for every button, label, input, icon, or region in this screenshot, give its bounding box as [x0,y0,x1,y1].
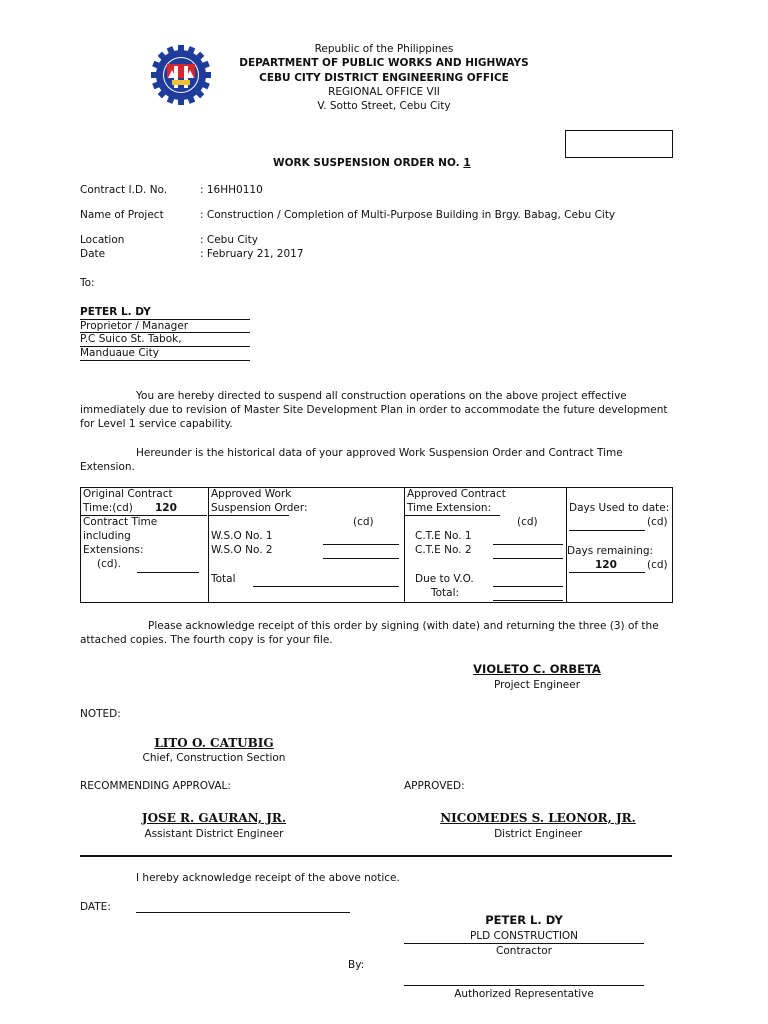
col3-cd: (cd) [517,516,538,528]
date-value: : February 21, 2017 [200,248,304,260]
recommending-approval-label: RECOMMENDING APPROVAL: [80,780,231,792]
wso-2-blank [323,558,399,559]
col3-line2: Time Extension: [407,502,492,514]
cte-total-blank [493,600,563,601]
col3-divider [405,515,500,516]
recipient-title: Proprietor / Manager [80,320,189,332]
body-paragraph-3: Please acknowledge receipt of this order by signing (with date) and returning the three (3) of the attached copies. The fourth copy is for your file. [80,620,659,646]
recipient-name: PETER L. DY [80,306,151,318]
original-contract-time-value: 120 [155,502,177,514]
cte-1-blank [493,544,563,545]
cte-2-blank [493,558,563,559]
office-line: CEBU CITY DISTRICT ENGINEERING OFFICE [259,72,509,84]
location-value: : Cebu City [200,234,258,246]
region-line: REGIONAL OFFICE VII [328,86,440,98]
body-paragraph-1: You are hereby directed to suspend all construction operations on the above project effective immediately due to revision of Master Site Development Plan in order to accommodate the future development for Level 1 service capability. [80,390,668,430]
chief-name: LITO O. CATUBIG [154,736,274,750]
chief-title: Chief, Construction Section [142,752,286,764]
days-used-cd: (cd) [647,516,668,528]
col2-divider [209,515,289,516]
asst-district-engineer-title: Assistant District Engineer [144,828,284,840]
contract-id-label: Contract I.D. No. [80,184,168,196]
history-table [80,487,673,603]
approved-label: APPROVED: [404,780,465,792]
ack-date-label: DATE: [80,901,111,913]
col2-cd: (cd) [353,516,374,528]
days-used-blank [569,530,645,531]
noted-label: NOTED: [80,708,121,720]
to-label: To: [80,277,95,289]
col1-line6: (cd). [97,558,121,570]
col1-line4: including [83,530,131,542]
cte-vo-blank [493,586,563,587]
project-engineer-title: Project Engineer [493,679,581,691]
project-value: : Construction / Completion of Multi-Purpose Building in Brgy. Babag, Cebu City [200,209,616,221]
col1-line3: Contract Time [83,516,158,528]
date-label: Date [80,248,106,260]
asst-district-engineer-name: JOSE R. GAURAN, JR. [141,811,287,825]
wso-1-blank [323,544,399,545]
authorized-signature-line [404,985,644,986]
republic-line: Republic of the Philippines [314,43,454,55]
order-title-prefix: WORK SUSPENSION ORDER NO. [273,157,464,169]
cte-2-label: C.T.E No. 2 [415,544,472,556]
project-label: Name of Project [80,209,164,221]
wso-total-label: Total [211,573,236,585]
order-number: 1 [463,157,471,169]
wso-1-label: W.S.O No. 1 [211,530,273,542]
col2-line2: Suspension Order: [211,502,308,514]
days-remaining-cd: (cd) [647,559,668,571]
col3-line1: Approved Contract [407,488,506,500]
col1-line1: Original Contract [83,488,173,500]
contractor-role: Contractor [496,945,552,957]
days-remaining-label: Days remaining: [567,545,654,557]
reference-box [565,130,673,158]
district-engineer-name: NICOMEDES S. LEONOR, JR. [440,811,636,825]
cte-total-label: Total: [431,587,460,599]
days-remaining-value: 120 [595,559,617,571]
by-label: By: [348,959,365,971]
order-title [273,157,471,169]
col2-line1: Approved Work [211,488,292,500]
cte-vo-label: Due to V.O. [415,573,474,585]
contractor-name: PETER L. DY [485,913,563,927]
wso-total-blank [253,586,399,587]
authorized-representative-label: Authorized Representative [454,988,594,1000]
cte-1-label: C.T.E No. 1 [415,530,472,542]
acknowledgement-text: I hereby acknowledge receipt of the above notice. [136,872,400,884]
body-paragraph-2: Hereunder is the historical data of your approved Work Suspension Order and Contract Time Extension. [80,447,623,473]
col1-extension-blank [137,572,199,573]
ack-date-blank [136,912,350,913]
contractor-company: PLD CONSTRUCTION [469,930,579,942]
company-underline [404,943,644,944]
col1-line2: Time:(cd) [83,502,133,514]
recipient-address1: P.C Suico St. Tabok, [80,333,182,345]
recipient-address2: Manduaue City [80,347,159,359]
project-engineer-name: VIOLETO C. ORBETA [473,662,601,676]
department-line: DEPARTMENT OF PUBLIC WORKS AND HIGHWAYS [239,57,529,69]
contract-id-value: : 16HH0110 [200,184,263,196]
days-remaining-underline [569,572,645,573]
district-engineer-title: District Engineer [494,828,582,840]
location-label: Location [80,234,125,246]
address-line: V. Sotto Street, Cebu City [317,100,451,112]
days-used-label: Days Used to date: [569,502,670,514]
recipient-address2-underline [80,360,250,361]
section-divider [80,855,672,857]
wso-2-label: W.S.O No. 2 [211,544,273,556]
col1-line5: Extensions: [83,544,144,556]
